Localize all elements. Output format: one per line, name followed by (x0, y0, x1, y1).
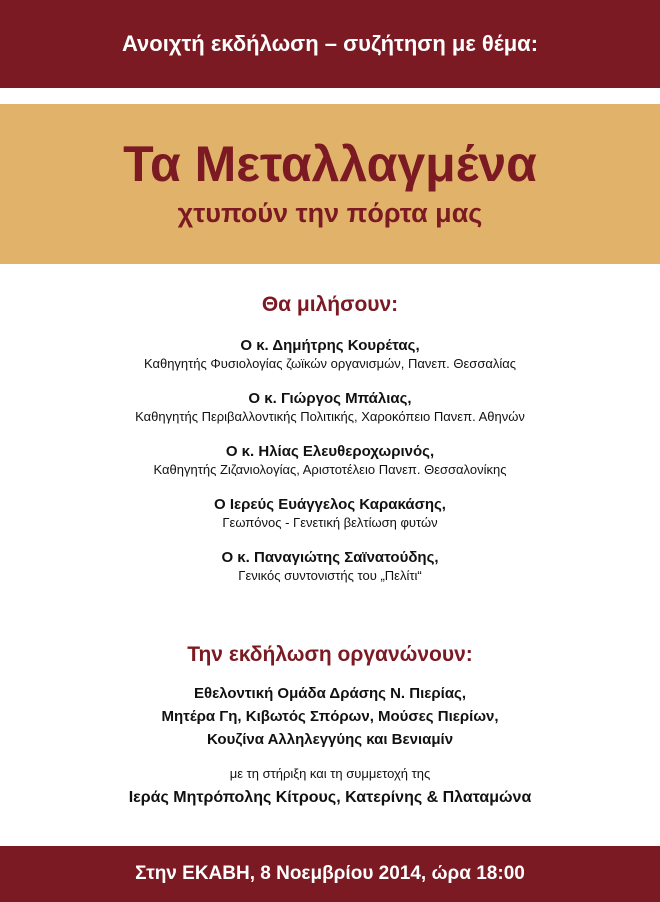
speaker-role: Καθηγητής Περιβαλλοντικής Πολιτικής, Χαροκόπειο Πανεπ. Αθηνών (135, 409, 525, 424)
organizers-section (0, 642, 660, 809)
main-title: Τα Μεταλλαγμένα (123, 136, 537, 192)
speaker-name: Ο κ. Δημήτρης Κουρέτας, (240, 337, 420, 354)
header-band (0, 0, 660, 88)
speaker-item (0, 336, 660, 373)
speaker-role: Γενικός συντονιστής του „Πελίτι“ (238, 568, 422, 583)
organizer-line: Εθελοντική Ομάδα Δράσης Ν. Πιερίας, (193, 685, 467, 702)
speaker-role: Γεωπόνος - Γενετική βελτίωση φυτών (222, 515, 438, 530)
footer-band (0, 846, 660, 902)
speaker-role: Καθηγητής Φυσιολογίας ζωϊκών οργανισμών, Πανεπ. Θεσσαλίας (143, 356, 517, 371)
speaker-name: Ο Ιερεύς Ευάγγελος Καρακάσης, (214, 496, 446, 513)
speaker-item (0, 548, 660, 585)
speaker-item (0, 495, 660, 532)
speakers-section (0, 292, 660, 585)
speaker-list (0, 336, 660, 585)
event-intro: Ανοιχτή εκδήλωση – συζήτηση με θέμα: (121, 31, 539, 56)
support-organization: Ιεράς Μητρόπολης Κίτρους, Κατερίνης & Πλαταμώνα (128, 789, 532, 806)
organizer-line: Μητέρα Γη, Κιβωτός Σπόρων, Μούσες Πιερίων, (161, 708, 499, 725)
subtitle: χτυπούν την πόρτα μας (177, 198, 483, 228)
speaker-item (0, 442, 660, 479)
speakers-heading: Θα μιλήσουν: (261, 293, 399, 316)
organizer-list (0, 682, 660, 751)
speaker-name: Ο κ. Γιώργος Μπάλιας, (248, 390, 412, 407)
speaker-name: Ο κ. Ηλίας Ελευθεροχωρινός, (225, 443, 435, 460)
support-text: με τη στήριξη και τη συμμετοχή της (229, 766, 431, 781)
organizers-heading: Την εκδήλωση οργανώνουν: (187, 643, 473, 666)
event-date-location: Στην ΕΚΑΒΗ, 8 Νοεμβρίου 2014, ώρα 18:00 (135, 863, 525, 884)
speaker-role: Καθηγητής Ζιζανιολογίας, Αριστοτέλειο Πανεπ. Θεσσαλονίκης (153, 462, 507, 477)
organizer-line: Κουζίνα Αλληλεγγύης και Βενιαμίν (206, 731, 454, 748)
title-band (0, 104, 660, 264)
speaker-name: Ο κ. Παναγιώτης Σαϊνατούδης, (221, 549, 439, 566)
speaker-item (0, 389, 660, 426)
